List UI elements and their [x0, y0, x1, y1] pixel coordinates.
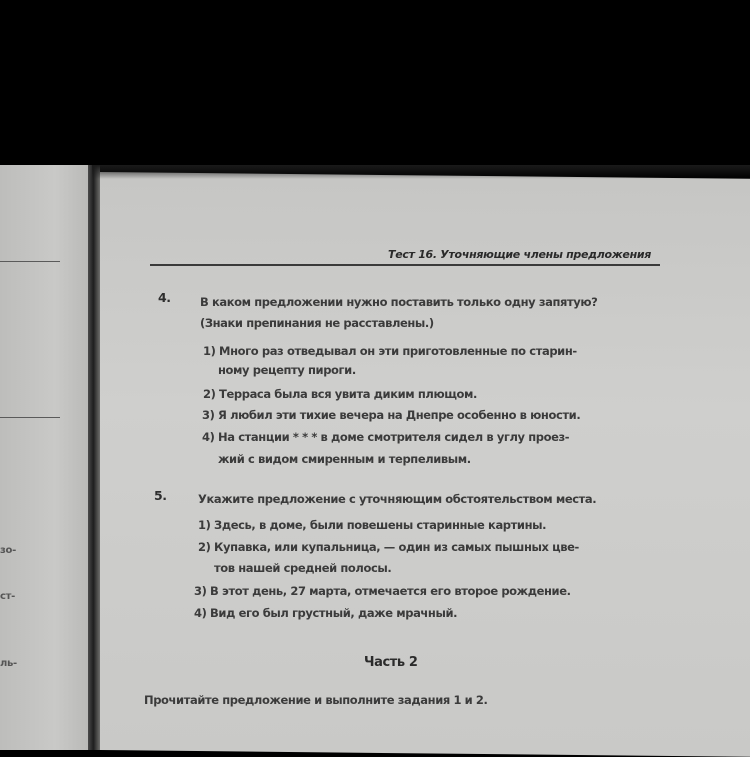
book-spine: [88, 165, 100, 750]
left-page: [0, 165, 92, 750]
task-5-option-4: 4) Вид его был грустный, даже мрачный.: [194, 606, 458, 620]
header-rule: [150, 264, 660, 266]
task-5-option-2-cont: тов нашей средней полосы.: [214, 561, 392, 575]
part-2-title: Часть 2: [364, 655, 418, 670]
task-4-option-1: 1) Много раз отведывал он эти приготовленные по старин-: [203, 344, 577, 358]
task-5-option-2: 2) Купавка, или купальница, — один из самых пышных цве-: [198, 540, 579, 554]
task-4-question-note: (Знаки препинания не расставлены.): [200, 316, 434, 330]
task-4-option-3: 3) Я любил эти тихие вечера на Днепре особенно в юности.: [202, 408, 581, 422]
left-page-rule: [0, 261, 60, 262]
task-5-number: 5.: [154, 488, 167, 503]
task-5-question: Укажите предложение с уточняющим обстоятельством места.: [198, 492, 597, 506]
task-4-question: В каком предложении нужно поставить только одну запятую?: [200, 295, 598, 309]
left-page-fragment: зо-: [0, 545, 16, 556]
left-page-rule: [0, 417, 60, 418]
task-4-option-4: 4) На станции * * * в доме смотрителя сидел в углу проез-: [202, 430, 570, 444]
left-page-fragment: ль-: [0, 658, 17, 669]
task-4-option-2: 2) Терраса была вся увита диким плющом.: [203, 387, 478, 401]
task-4-number: 4.: [158, 290, 171, 305]
task-4-option-1-cont: ному рецепту пироги.: [218, 363, 356, 377]
task-5-option-3: 3) В этот день, 27 марта, отмечается его второе рождение.: [194, 584, 571, 598]
task-5-option-1: 1) Здесь, в доме, были повешены старинные картины.: [198, 518, 547, 532]
task-4-option-4-cont: жий с видом смиренным и терпеливым.: [218, 452, 471, 466]
page-shadow: [92, 165, 750, 179]
page-header: Тест 16. Уточняющие члены предложения: [388, 248, 652, 261]
left-page-fragment: ст-: [0, 591, 15, 602]
part-2-instruction: Прочитайте предложение и выполните задания 1 и 2.: [144, 693, 488, 707]
background-top: [0, 0, 750, 165]
